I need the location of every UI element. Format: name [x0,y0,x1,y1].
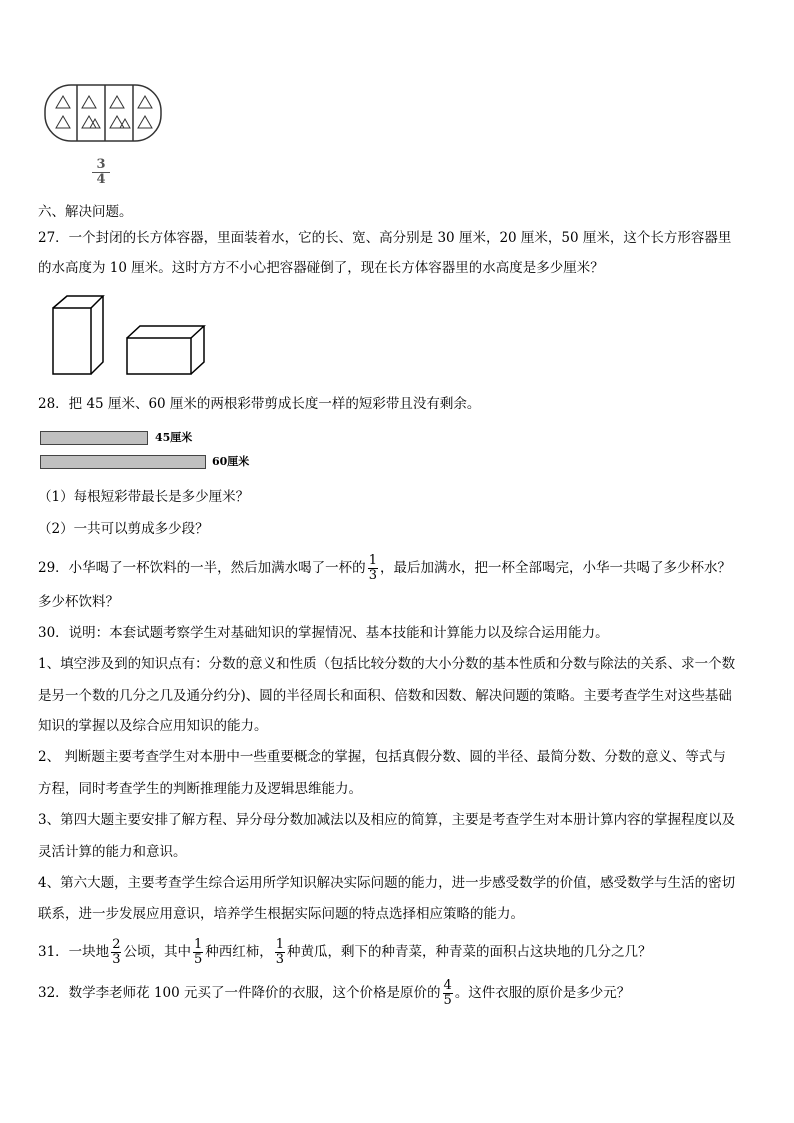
q32-part2: 。这件衣服的原价是多少元？ [454,985,631,1001]
q32-part1: 32．数学李老师花 100 元买了一件降价的衣服，这个价格是原价的 [38,985,441,1001]
q28-sub1: （1）每根短彩带最长是多少厘米？ [38,489,250,505]
q30-p1-line1: 1、填空涉及到的知识点有：分数的意义和性质（包括比较分数的大小分数的基本性质和分数与除法的关系、求一个数 [38,656,736,672]
figure-fraction-numerator: 3 [96,157,106,172]
q31-fraction3-den: 3 [275,952,285,967]
ribbon-bar-45 [40,431,148,445]
cuboid-diagrams [50,294,210,376]
q27-line2: 的水高度为 10 厘米。这时方方不小心把容器碰倒了，现在长方体容器里的水高度是多少厘米？ [38,260,604,276]
q30-p4-line2: 联系，进一步发展应用意识，培养学生根据实际问题的特点选择相应策略的能力。 [38,906,524,922]
figure-fraction [92,158,110,187]
q28-text: 28．把 45 厘米、60 厘米的两根彩带剪成长度一样的短彩带且没有剩余。 [38,396,481,412]
q29-part1: 29．小华喝了一杯饮料的一半，然后加满水喝了一杯的 [38,560,366,576]
triangle-grid-figure [44,84,164,144]
tall-cuboid [53,296,103,374]
q30-p1-line2: 是另一个数的几分之几及通分约分)、圆的半径周长和面积、倍数和因数、解决问题的策略。主要考查学生对这些基础 [38,688,732,704]
q30-p2-line2: 方程，同时考查学生的判断推理能力及逻辑思维能力。 [38,781,362,797]
q29-line2: 多少杯饮料？ [38,594,119,610]
q32-line [38,979,630,1008]
q30-p3-line2: 灵活计算的能力和意识。 [38,844,187,860]
q28-sub2: （2）一共可以剪成多少段？ [38,521,209,537]
q31-fraction1-den: 3 [112,952,121,967]
q31-fraction2-num: 1 [193,937,203,952]
section-heading: 六、解决问题。 [38,204,133,220]
q29-fraction [368,554,378,583]
ribbon-bar-60 [40,455,206,469]
q31-fraction1 [111,938,121,967]
q30-p2-line1: 2、 判断题主要考查学生对本册中一些重要概念的掌握，包括真假分数、圆的半径、最简分数、分数的意义、等式与 [38,749,726,765]
ribbon-label-60: 60厘米 [212,455,250,468]
q32-fraction [443,979,453,1008]
q30-p1-line3: 知识的掌握以及综合应用知识的能力。 [38,718,268,734]
q31-fraction2-den: 5 [193,952,203,967]
q27-line1: 27．一个封闭的长方体容器，里面装着水，它的长、宽、高分别是 30 厘米，20 厘米，50 厘米，这个长方形容器里 [38,230,732,246]
q29-fraction-num: 1 [368,553,377,568]
ribbon-label-45: 45厘米 [155,431,193,444]
q31-fraction3-num: 1 [275,937,285,952]
q29-line1 [38,554,731,583]
q30-p4-line1: 4、第六大题，主要考查学生综合运用所学知识解决实际问题的能力，进一步感受数学的价值，感受数学与生活的密切 [38,875,736,891]
figure-fraction-denominator: 4 [92,172,110,187]
q31-fraction1-num: 2 [112,937,121,952]
q31-fraction2 [193,938,203,967]
q31-part1: 31．一块地 [38,944,110,960]
q31-part2: 公顷，其中 [123,944,191,960]
q31-part3: 种西红柿， [205,944,273,960]
q29-part2: ，最后加满水，把一杯全部喝完，小华一共喝了多少杯水？ [379,560,731,576]
q31-fraction3 [275,938,285,967]
q32-fraction-den: 5 [443,993,452,1008]
q32-fraction-num: 4 [443,978,452,993]
lying-cuboid [127,326,204,374]
q30-p3-line1: 3、第四大题主要安排了解方程、异分母分数加减法以及相应的简算，主要是考查学生对本册计算内容的掌握程度以及 [38,812,736,828]
q30-line1: 30．说明：本套试题考察学生对基础知识的掌握情况、基本技能和计算能力以及综合运用能力。 [38,625,609,641]
q31-line [38,938,652,967]
q31-part4: 种黄瓜，剩下的种青菜，种青菜的面积占这块地的几分之几？ [287,944,652,960]
q29-fraction-den: 3 [368,568,377,583]
